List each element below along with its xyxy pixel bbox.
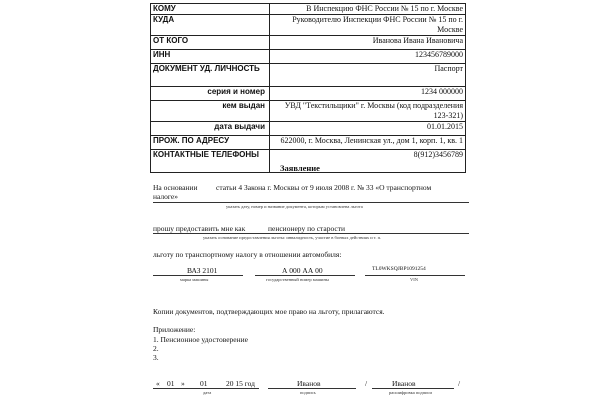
vehicle-vin: TL0WKSQJBP1091254: [372, 266, 426, 272]
document-title: Заявление: [280, 163, 320, 173]
row-label-where: КУДА: [151, 15, 270, 36]
vehicle-plate: А 000 АА 00: [282, 266, 323, 275]
row-value-where: Руководителю Инспекции ФНС России № 15 по г. Москве: [270, 15, 466, 36]
table-row: [151, 36, 466, 50]
request-caption: указать основание предоставления льготы: инвалидность, участие в боевых действиях и т. п.: [203, 235, 382, 240]
row-label-address: ПРОЖ. ПО АДРЕСУ: [151, 136, 270, 150]
row-value-to: В Инспекцию ФНС России № 15 по г. Москве: [270, 4, 466, 15]
signature-name: Иванов: [297, 379, 321, 388]
applicant-info-table: [150, 3, 466, 173]
date-quote-open: «: [156, 379, 160, 388]
date-month: 01: [200, 379, 208, 388]
table-row: [151, 4, 466, 15]
attachment-item: 3.: [153, 353, 159, 362]
date-underline: [153, 388, 259, 389]
vehicle-plate-caption: государственный номер машины: [266, 277, 329, 282]
row-value-address: 622000, г. Москва, Ленинская ул., дом 1, корп. 1, кв. 1: [270, 136, 466, 150]
table-row: [151, 136, 466, 150]
table-row: [151, 50, 466, 64]
date-caption: дата: [203, 390, 212, 395]
table-row: [151, 87, 466, 101]
decoding-underline: [372, 388, 454, 389]
attachment-item: 2.: [153, 344, 159, 353]
row-value-issued-by: УВД "Текстильщики" г. Москвы (код подразделения 123-321): [270, 101, 466, 122]
row-value-phones: 8(912)3456789: [270, 150, 466, 173]
decoding-caption: расшифровка подписи: [389, 390, 432, 395]
signature-underline: [268, 388, 356, 389]
table-row: [151, 101, 466, 122]
table-row: [151, 15, 466, 36]
date-quote-close: »: [181, 379, 185, 388]
row-label-issue-date: дата выдачи: [151, 122, 270, 136]
table-row: [151, 64, 466, 87]
basis-underline: [153, 202, 469, 203]
row-value-id-document: Паспорт: [270, 64, 466, 87]
decoding-slash: /: [458, 379, 461, 388]
vehicle-vin-caption: VIN: [410, 277, 418, 282]
request-value: пенсионеру по старости: [268, 224, 346, 233]
attachment-item: 1. Пенсионное удостоверение: [153, 335, 248, 344]
row-label-id-document: ДОКУМЕНТ УД. ЛИЧНОСТЬ: [151, 64, 270, 87]
signature-decoding: Иванов: [392, 379, 416, 388]
row-label-inn: ИНН: [151, 50, 270, 64]
row-value-inn: 123456789000: [270, 50, 466, 64]
basis-value-line1: статьи 4 Закона г. Москвы от 9 июля 2008 г. № 33 «О транспортном: [216, 183, 432, 192]
row-label-issued-by: кем выдан: [151, 101, 270, 122]
plate-underline: [255, 275, 355, 276]
benefit-text: льготу по транспортному налогу в отношении автомобиля:: [153, 250, 342, 259]
attachments-heading: Приложение:: [153, 325, 196, 334]
brand-underline: [153, 275, 243, 276]
date-day: 01: [167, 379, 175, 388]
row-label-to: КОМУ: [151, 4, 270, 15]
row-label-series: серия и номер: [151, 87, 270, 101]
row-value-series: 1234 000000: [270, 87, 466, 101]
row-value-issue-date: 01.01.2015: [270, 122, 466, 136]
basis-caption: указать дату, номер и название документа, которым установлена льгота: [226, 204, 363, 209]
request-prefix: прошу предоставить мне как: [153, 224, 246, 233]
row-value-from: Иванова Ивана Ивановича: [270, 36, 466, 50]
date-year: 20 15 год: [226, 379, 255, 388]
request-underline: [153, 233, 469, 234]
basis-prefix: На основании: [153, 183, 198, 192]
copies-text: Копии документов, подтверждающих мое право на льготу, прилагаются.: [153, 307, 385, 316]
vehicle-brand-caption: марка машины: [180, 277, 209, 282]
table-row: [151, 122, 466, 136]
signature-caption: подпись: [300, 390, 316, 395]
row-label-from: ОТ КОГО: [151, 36, 270, 50]
vehicle-brand: ВАЗ 2101: [187, 266, 218, 275]
signature-slash: /: [365, 379, 368, 388]
basis-value-line2: налоге»: [153, 192, 178, 201]
vin-underline: [365, 275, 465, 276]
row-label-phones: КОНТАКТНЫЕ ТЕЛЕФОНЫ: [151, 150, 270, 173]
